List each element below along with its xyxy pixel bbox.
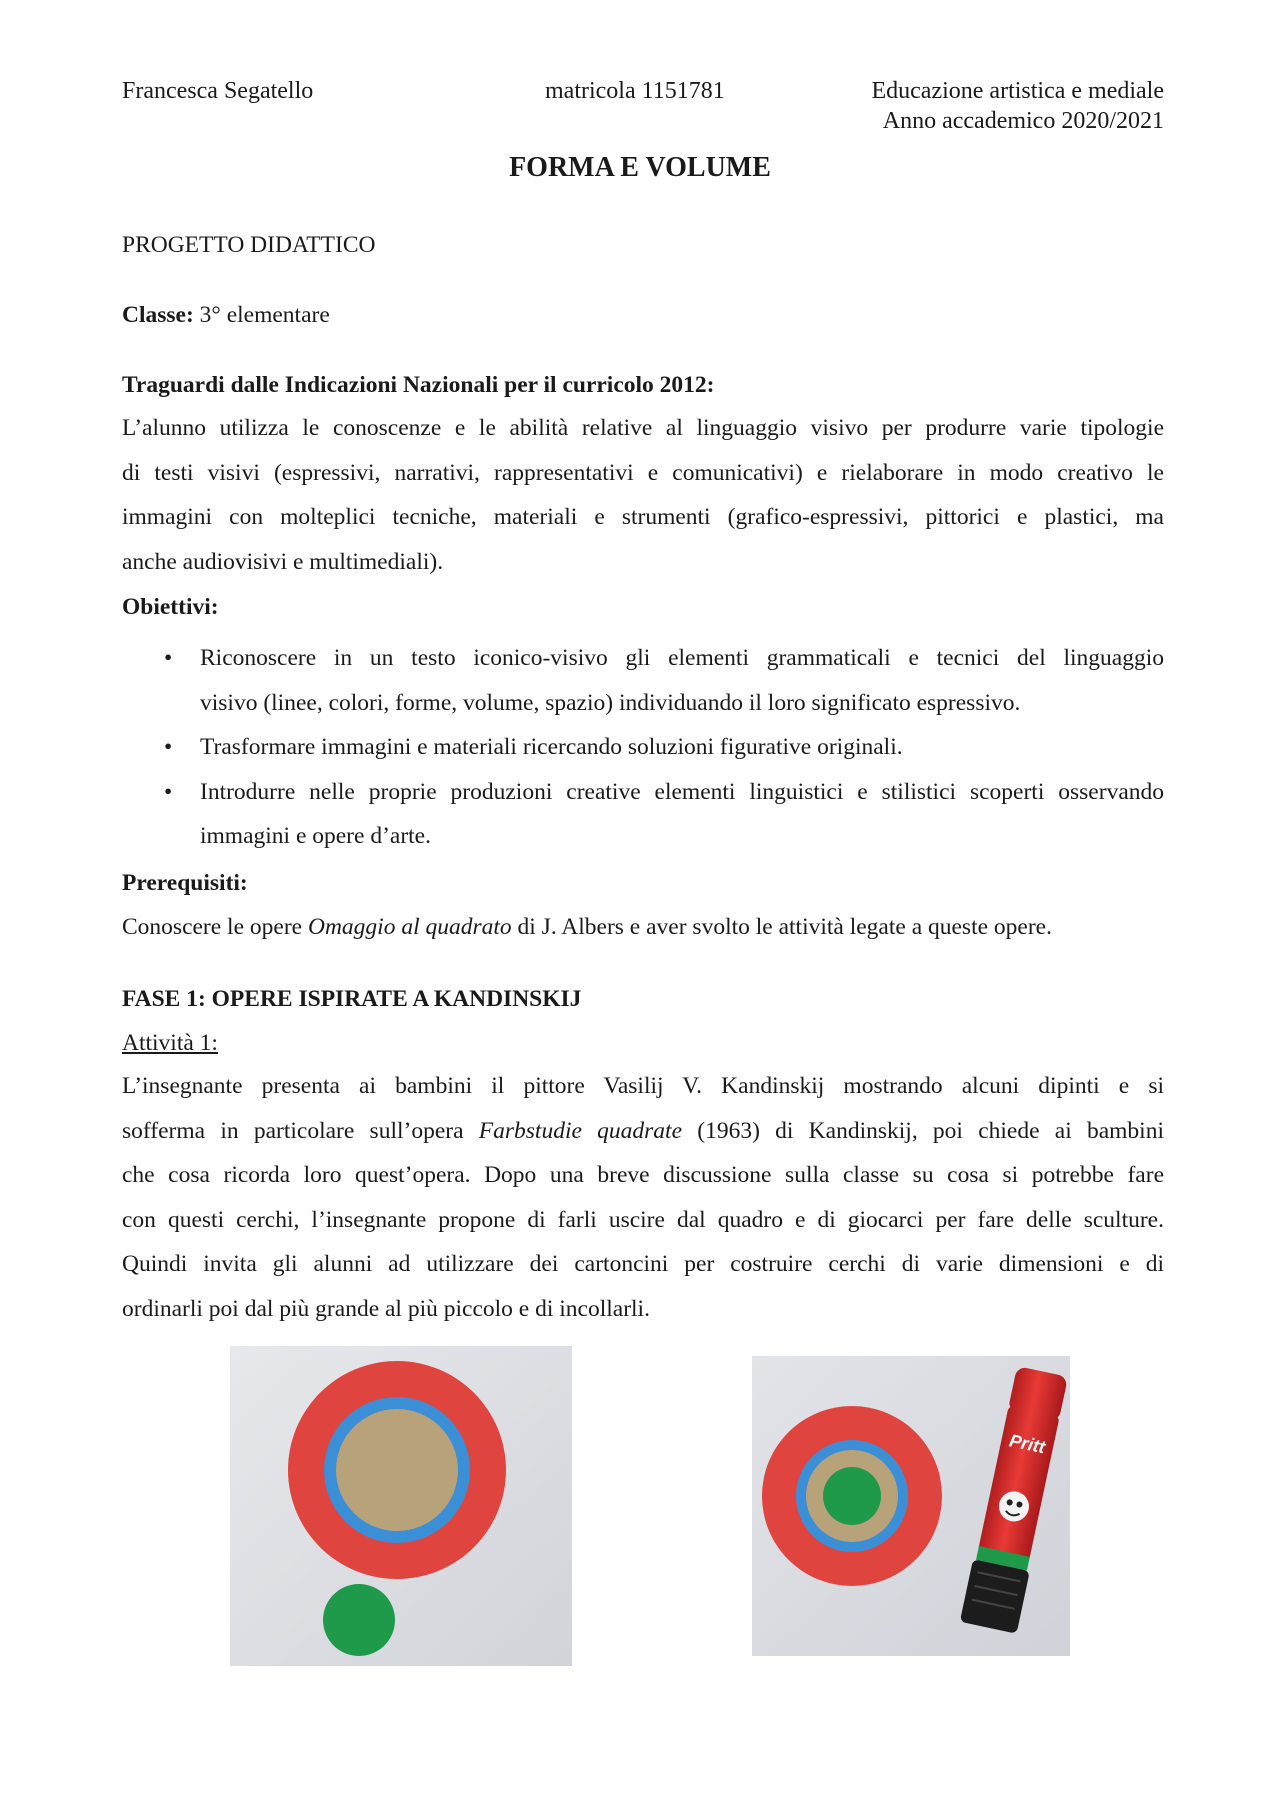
traguardi-line: immagini con molteplici tecniche, materiali e strumenti (grafico-espressivi, pittorici e plastici, ma (122, 504, 1164, 530)
document-title: FORMA E VOLUME (509, 152, 771, 183)
green-circle (823, 1467, 881, 1525)
fase1-line: ordinarli poi dal più grande al più piccolo e di incollarli. (122, 1295, 650, 1322)
circles-with-glue-image (752, 1356, 1070, 1656)
fase1-text-part: (1963) di Kandinskij, poi chiede ai bambini (682, 1117, 1164, 1144)
fase1-text-part: sofferma in particolare sull’opera (122, 1117, 479, 1144)
obiettivi-item-line: Riconoscere in un testo iconico-visivo gli elementi grammaticali e tecnici del linguaggio (200, 645, 1164, 671)
tan-circle (336, 1409, 458, 1531)
fase1-activity: Attività 1: (122, 1030, 218, 1056)
classe-line (122, 302, 1164, 329)
bullet-icon: • (164, 645, 173, 671)
fase1-line (122, 1109, 1164, 1154)
header-year: Anno accademico 2020/2021 (882, 108, 1164, 134)
obiettivi-heading: Obiettivi: (122, 594, 219, 620)
circles-collage-image (230, 1346, 572, 1666)
bullet-icon: • (164, 778, 173, 805)
fase1-activity-wrap (122, 1030, 1164, 1057)
header-course-info (871, 76, 1164, 136)
header-matricola: matricola 1151781 (545, 78, 725, 104)
header-course: Educazione artistica e mediale (871, 78, 1164, 104)
traguardi-line: L’alunno utilizza le conoscenze e le abilità relative al linguaggio visivo per produrre varie tipologie (122, 415, 1164, 441)
prerequisiti-text (122, 914, 1164, 941)
fase1-heading: FASE 1: OPERE ISPIRATE A KANDINSKIJ (122, 986, 582, 1012)
traguardi-line: di testi visivi (espressivi, narrativi, rappresentativi e comunicativi) e rielaborare in modo creativo le (122, 459, 1164, 486)
classe-value: 3° elementare (193, 302, 330, 328)
photo-circles-with-glue (752, 1356, 1070, 1656)
glue-brand-label: Pritt (1007, 1430, 1047, 1458)
traguardi-line: anche audiovisivi e multimediali). (122, 548, 444, 575)
obiettivi-item-line: Introdurre nelle proprie produzioni creative elementi linguistici e stilistici scoperti osservando (200, 778, 1164, 805)
obiettivi-item-line: immagini e opere d’arte. (200, 823, 431, 849)
prerequisiti-heading: Prerequisiti: (122, 870, 248, 896)
fase1-line: Quindi invita gli alunni ad utilizzare dei cartoncini per costruire cerchi di varie dimensioni e di (122, 1251, 1164, 1277)
photo-circles-collage (230, 1346, 572, 1666)
classe-label: Classe: (122, 302, 194, 328)
obiettivi-item-line: Trasformare immagini e materiali ricercando soluzioni figurative originali. (200, 734, 903, 760)
fase1-line: con questi cerchi, l’insegnante propone di farli uscire dal quadro e di giocarci per fare delle sculture. (122, 1206, 1164, 1233)
header-author: Francesca Segatello (122, 78, 314, 104)
obiettivi-item (150, 725, 1164, 770)
obiettivi-item (150, 770, 1164, 859)
fase1-line: che cosa ricorda loro quest’opera. Dopo una breve discussione sulla classe su cosa si potrebbe fare (122, 1162, 1164, 1188)
prerequisiti-text-part: di J. Albers e aver svolto le attività legate a queste opere. (511, 914, 1052, 940)
fase1-text (122, 1064, 1164, 1331)
traguardi-text (122, 406, 1164, 584)
obiettivi-list (150, 636, 1164, 859)
prerequisiti-text-part: Conoscere le opere (122, 914, 308, 940)
obiettivi-item (150, 636, 1164, 725)
traguardi-section (122, 372, 1164, 399)
traguardi-heading: Traguardi dalle Indicazioni Nazionali per il curricolo 2012: (122, 372, 715, 398)
obiettivi-item-line: visivo (linee, colori, forme, volume, spazio) individuando il loro significato espressivo. (200, 689, 1021, 716)
fase1-heading-wrap (122, 986, 1164, 1013)
obiettivi-heading-wrap (122, 594, 1164, 621)
prerequisiti-work-title: Omaggio al quadrato (307, 914, 512, 940)
prerequisiti-heading-wrap (122, 870, 1164, 897)
bullet-icon: • (164, 734, 173, 760)
fase1-line: L’insegnante presenta ai bambini il pittore Vasilij V. Kandinskij mostrando alcuni dipinti e si (122, 1073, 1164, 1099)
project-label: PROGETTO DIDATTICO (122, 232, 376, 258)
green-circle (323, 1584, 395, 1656)
fase1-work-title: Farbstudie quadrate (478, 1117, 683, 1144)
